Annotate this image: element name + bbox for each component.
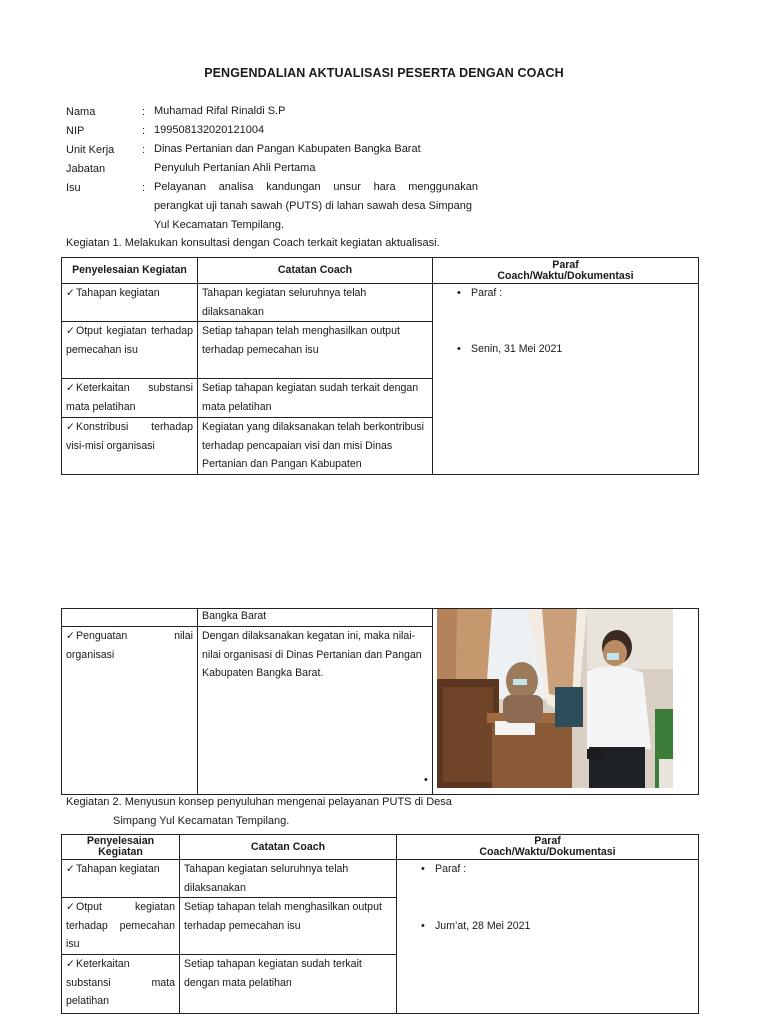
coach-date: • Senin, 31 Mei 2021 (437, 340, 694, 359)
row-item (62, 860, 180, 898)
unit-value: Dinas Pertanian dan Pangan Kabupaten Bangka Barat (154, 143, 421, 155)
page-title: PENGENDALIAN AKTUALISASI PESERTA DENGAN COACH (204, 66, 564, 80)
name-label: Nama (66, 106, 96, 118)
row-item (62, 418, 198, 475)
kegiatan-2-table (61, 834, 699, 1014)
row-note: Dengan dilaksanakan kegatan ini, maka nilai-nilai organisasi di Dinas Pertanian dan Pangan Kabupaten Bangka Barat. (198, 627, 433, 795)
row-note: Kegiatan yang dilaksanakan telah berkontribusi terhadap pencapaian visi dan misi Dinas Pertanian dan Pangan Kabupaten (198, 418, 433, 475)
paraf-label: • Paraf : (401, 860, 694, 879)
row-item-text: Tahapan kegiatan (76, 863, 160, 875)
nip-value: 199508132020121004 (154, 124, 265, 136)
nip-colon: : (142, 125, 146, 137)
kegiatan-1-table (61, 257, 699, 475)
header-penyelesaian: Penyelesaian Kegiatan (62, 835, 180, 860)
paraf-label: • Paraf : (437, 284, 694, 303)
row-item-text: Keterkaitan substansi mata pelatihan (66, 382, 193, 413)
name-value: Muhamad Rifal Rinaldi S.P (154, 105, 286, 117)
check-icon: ✓ (66, 287, 75, 299)
isu-label: Isu (66, 182, 81, 194)
check-icon: ✓ (66, 630, 75, 642)
row-item (62, 627, 198, 795)
paraf-cell (433, 284, 699, 475)
unit-label: Unit Kerja (66, 144, 115, 156)
row-item-text: Konstribusi terhadap visi-misi organisasi (66, 421, 193, 452)
row-note: Tahapan kegiatan seluruhnya telah dilaksanakan (180, 860, 397, 898)
table-row (62, 860, 699, 898)
check-icon: ✓ (66, 382, 75, 394)
row-note: Tahapan kegiatan seluruhnya telah dilaksanakan (198, 284, 433, 322)
row-item-text: Tahapan kegiatan (76, 287, 160, 299)
row-item-text: Penguatan nilai organisasi (66, 630, 193, 661)
unit-colon: : (142, 144, 146, 156)
row-item-text: Keterkaitan substansi mata pelatihan (66, 958, 175, 1007)
header-paraf-line-1: Paraf (552, 258, 579, 271)
isu-line-1: Pelayanan analisa kandungan unsur hara menggunakan (154, 181, 478, 193)
row-item (62, 322, 198, 379)
row-item-text: Otput kegiatan terhadap pemecahan isu (66, 901, 175, 950)
row-note: Setiap tahapan kegiatan sudah terkait dengan mata pelatihan (180, 955, 397, 1014)
row-item (62, 898, 180, 955)
row-note: Bangka Barat (198, 609, 433, 627)
header-paraf-line-2: Coach/Waktu/Dokumentasi (497, 269, 634, 282)
paraf-cell (397, 860, 699, 1014)
kegiatan-2-heading: Kegiatan 2. Menyusun konsep penyuluhan mengenai pelayanan PUTS di Desa (66, 796, 452, 808)
empty-cell (62, 609, 198, 627)
stray-bullet: • (424, 774, 428, 786)
header-penyelesaian: Penyelesaian Kegiatan (62, 258, 198, 284)
jabatan-label: Jabatan (66, 163, 106, 175)
table-row (62, 284, 699, 322)
header-catatan: Catatan Coach (180, 835, 397, 860)
coach-date: • Jum’at, 28 Mei 2021 (401, 917, 694, 936)
isu-line-3: Yul Kecamatan Tempilang. (154, 219, 285, 231)
check-icon: ✓ (66, 863, 75, 875)
header-paraf-line-1: Paraf (534, 835, 561, 847)
header-paraf-line-2: Coach/Waktu/Dokumentasi (479, 846, 616, 858)
header-paraf (433, 258, 699, 284)
row-note: Setiap tahapan telah menghasilkan output terhadap pemecahan isu (198, 322, 433, 379)
row-item-text: Otput kegiatan terhadap pemecahan isu (66, 325, 193, 356)
row-note: Setiap tahapan kegiatan sudah terkait dengan mata pelatihan (198, 379, 433, 418)
check-icon: ✓ (66, 901, 75, 913)
row-note: Setiap tahapan telah menghasilkan output terhadap pemecahan isu (180, 898, 397, 955)
check-icon: ✓ (66, 325, 75, 337)
row-item (62, 955, 180, 1014)
isu-value (154, 178, 478, 235)
kegiatan-1-heading: Kegiatan 1. Melakukan konsultasi dengan Coach terkait kegiatan aktualisasi. (66, 237, 440, 249)
documentation-photo (437, 609, 673, 788)
isu-colon: : (142, 182, 146, 194)
jabatan-value: Penyuluh Pertanian Ahli Pertama (154, 162, 316, 174)
header-paraf (397, 835, 699, 860)
check-icon: ✓ (66, 421, 75, 433)
row-item (62, 284, 198, 322)
header-catatan: Catatan Coach (198, 258, 433, 284)
row-item (62, 379, 198, 418)
check-icon: ✓ (66, 958, 75, 970)
name-colon: : (142, 106, 146, 118)
isu-line-2: perangkat uji tanah sawah (PUTS) di lahan sawah desa Simpang (154, 200, 472, 212)
kegiatan-2-heading-line-2: Simpang Yul Kecamatan Tempilang. (113, 815, 290, 827)
nip-label: NIP (66, 125, 85, 137)
